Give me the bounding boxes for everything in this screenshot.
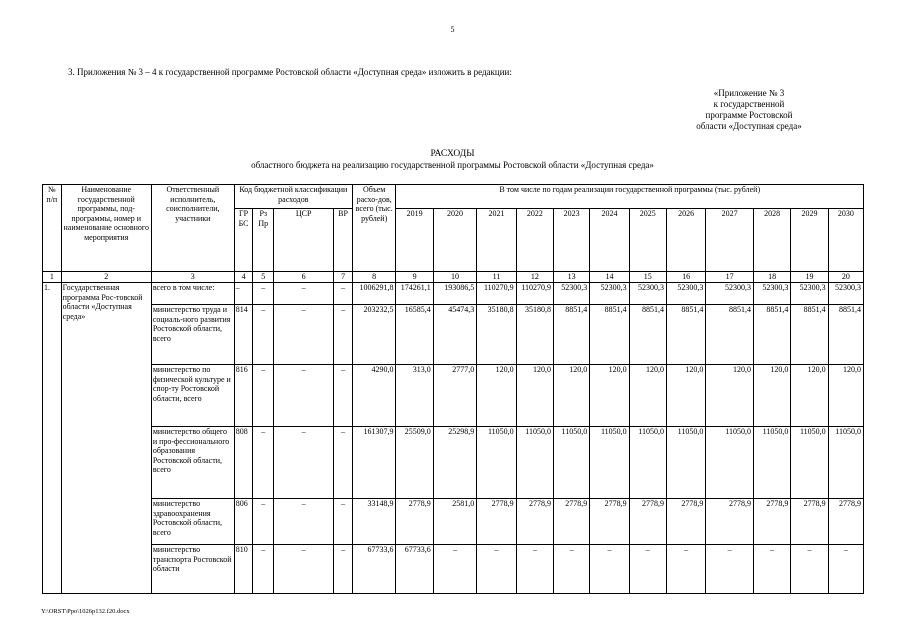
table-row: [43, 305, 864, 365]
year-value-cell: 52300,3: [754, 283, 791, 305]
column-index-cell: 8: [352, 272, 396, 283]
column-index-cell: 18: [754, 272, 791, 283]
total-cell: 67733,6: [352, 545, 396, 594]
year-value-cell: 11050,0: [477, 427, 516, 499]
year-value-cell: 120,0: [828, 365, 863, 427]
year-value-cell: 11050,0: [516, 427, 553, 499]
column-index-cell: 3: [151, 272, 234, 283]
appendix-line: к государственной: [713, 99, 785, 109]
year-value-cell: 52300,3: [828, 283, 863, 305]
program-number: 1.: [43, 283, 62, 594]
year-value-cell: 2581,0: [433, 499, 477, 545]
executor-cell: министерство транспорта Ростовской области: [151, 545, 234, 594]
header-year: 2026: [666, 209, 705, 272]
document-title: РАСХОДЫ: [430, 149, 475, 159]
year-value-cell: 16585,4: [396, 305, 433, 365]
table-row: [43, 283, 864, 305]
year-value-cell: 8851,4: [629, 305, 666, 365]
table-row: [43, 427, 864, 499]
year-value-cell: 11050,0: [754, 427, 791, 499]
year-value-cell: –: [553, 545, 589, 594]
year-value-cell: 52300,3: [553, 283, 589, 305]
year-value-cell: 25509,0: [396, 427, 433, 499]
executor-cell: министерство труда и социаль-ного развития Ростовской области, всего: [151, 305, 234, 365]
year-value-cell: 2778,9: [828, 499, 863, 545]
year-value-cell: 11050,0: [629, 427, 666, 499]
year-value-cell: –: [754, 545, 791, 594]
year-value-cell: 2777,0: [433, 365, 477, 427]
executor-cell: министерство здравоохранения Ростовской области, всего: [151, 499, 234, 545]
intro-paragraph: 3. Приложения № 3 – 4 к государственной программе Ростовской области «Доступная среда» изложить в редакции:: [68, 67, 512, 77]
header-year: 2024: [590, 209, 629, 272]
grbs-cell: –: [234, 283, 253, 305]
rzpr-cell: –: [253, 283, 274, 305]
header-csr: ЦСР: [274, 209, 334, 272]
year-value-cell: 120,0: [477, 365, 516, 427]
column-index-cell: 10: [433, 272, 477, 283]
rzpr-cell: –: [253, 305, 274, 365]
vr-cell: –: [334, 545, 353, 594]
year-value-cell: 11050,0: [791, 427, 828, 499]
year-value-cell: –: [828, 545, 863, 594]
year-value-cell: 120,0: [553, 365, 589, 427]
grbs-cell: 814: [234, 305, 253, 365]
csr-cell: –: [274, 365, 334, 427]
year-value-cell: 52300,3: [666, 283, 705, 305]
header-year: 2021: [477, 209, 516, 272]
year-value-cell: –: [666, 545, 705, 594]
expenses-table: [42, 184, 864, 594]
year-value-cell: 120,0: [666, 365, 705, 427]
grbs-cell: 810: [234, 545, 253, 594]
header-year: 2030: [828, 209, 863, 272]
header-executor: Ответственный исполнитель, соисполнители, участники: [151, 185, 234, 272]
year-value-cell: 120,0: [791, 365, 828, 427]
year-value-cell: 2778,9: [553, 499, 589, 545]
file-path-footer: Y:\ORST\Ppo\1026p132.f20.docx: [41, 608, 130, 615]
year-value-cell: 2778,9: [754, 499, 791, 545]
column-index-cell: 16: [666, 272, 705, 283]
year-value-cell: 67733,6: [396, 545, 433, 594]
year-value-cell: –: [590, 545, 629, 594]
year-value-cell: 120,0: [629, 365, 666, 427]
page-number: 5: [450, 25, 455, 34]
appendix-line: программе Ростовской: [705, 110, 793, 120]
table-row: [43, 499, 864, 545]
year-value-cell: 52300,3: [706, 283, 754, 305]
year-value-cell: 193086,5: [433, 283, 477, 305]
column-index-cell: 12: [516, 272, 553, 283]
year-value-cell: 8851,4: [666, 305, 705, 365]
executor-cell: всего в том числе:: [151, 283, 234, 305]
year-value-cell: 11050,0: [590, 427, 629, 499]
csr-cell: –: [274, 283, 334, 305]
year-value-cell: 11050,0: [706, 427, 754, 499]
total-cell: 203232,5: [352, 305, 396, 365]
appendix-line: области «Доступная среда»: [696, 121, 802, 131]
year-value-cell: 8851,4: [791, 305, 828, 365]
year-value-cell: 8851,4: [553, 305, 589, 365]
document-subtitle: областного бюджета на реализацию государственной программы Ростовской области «Доступная среда»: [251, 160, 654, 170]
csr-cell: –: [274, 305, 334, 365]
vr-cell: –: [334, 283, 353, 305]
grbs-cell: 806: [234, 499, 253, 545]
year-value-cell: 2778,9: [396, 499, 433, 545]
column-index-cell: 1: [43, 272, 62, 283]
vr-cell: –: [334, 499, 353, 545]
column-index-cell: 19: [791, 272, 828, 283]
header-year: 2022: [516, 209, 553, 272]
year-value-cell: 110270,9: [516, 283, 553, 305]
year-value-cell: 52300,3: [629, 283, 666, 305]
year-value-cell: 25298,9: [433, 427, 477, 499]
year-value-cell: 120,0: [754, 365, 791, 427]
year-value-cell: –: [629, 545, 666, 594]
year-value-cell: 11050,0: [666, 427, 705, 499]
year-value-cell: 11050,0: [553, 427, 589, 499]
column-index-cell: 14: [590, 272, 629, 283]
column-index-cell: 13: [553, 272, 589, 283]
total-cell: 161307,9: [352, 427, 396, 499]
header-code-group: Код бюджетной классификации расходов: [234, 185, 352, 209]
header-year: 2020: [433, 209, 477, 272]
executor-cell: министерство по физической культуре и спор-ту Ростовской области, всего: [151, 365, 234, 427]
year-value-cell: 110270,9: [477, 283, 516, 305]
appendix-line: «Приложение № 3: [713, 88, 785, 98]
year-value-cell: –: [791, 545, 828, 594]
appendix-label: [649, 88, 849, 132]
year-value-cell: 8851,4: [706, 305, 754, 365]
column-index-cell: 2: [61, 272, 151, 283]
column-index-cell: 11: [477, 272, 516, 283]
year-value-cell: 52300,3: [791, 283, 828, 305]
header-year: 2029: [791, 209, 828, 272]
year-value-cell: 8851,4: [590, 305, 629, 365]
year-value-cell: 45474,3: [433, 305, 477, 365]
year-value-cell: 2778,9: [706, 499, 754, 545]
header-year: 2027: [706, 209, 754, 272]
executor-cell: министерство общего и про-фессионального образования Ростовской области, всего: [151, 427, 234, 499]
grbs-cell: 816: [234, 365, 253, 427]
rzpr-cell: –: [253, 427, 274, 499]
header-vr: ВР: [334, 209, 353, 272]
column-index-cell: 9: [396, 272, 433, 283]
rzpr-cell: –: [253, 499, 274, 545]
table-row: [43, 545, 864, 594]
table-row: [43, 365, 864, 427]
year-value-cell: –: [433, 545, 477, 594]
header-total: Объем расхо-дов, всего (тыс. рублей): [352, 185, 396, 272]
header-year: 2023: [553, 209, 589, 272]
rzpr-cell: –: [253, 545, 274, 594]
header-year: 2025: [629, 209, 666, 272]
program-name: Государственная программа Рос-товской области «Доступная среда»: [61, 283, 151, 594]
rzpr-cell: –: [253, 365, 274, 427]
header-rzpr: Рз Пр: [253, 209, 274, 272]
grbs-cell: 808: [234, 427, 253, 499]
total-cell: 33148,9: [352, 499, 396, 545]
year-value-cell: –: [706, 545, 754, 594]
year-value-cell: 35180,8: [516, 305, 553, 365]
year-value-cell: 120,0: [706, 365, 754, 427]
year-value-cell: 120,0: [516, 365, 553, 427]
vr-cell: –: [334, 305, 353, 365]
year-value-cell: 8851,4: [828, 305, 863, 365]
year-value-cell: 2778,9: [477, 499, 516, 545]
year-value-cell: –: [516, 545, 553, 594]
vr-cell: –: [334, 427, 353, 499]
column-index-cell: 17: [706, 272, 754, 283]
year-value-cell: 2778,9: [666, 499, 705, 545]
year-value-cell: 120,0: [590, 365, 629, 427]
year-value-cell: 2778,9: [791, 499, 828, 545]
header-num: № п/п: [43, 185, 62, 272]
total-cell: 4290,0: [352, 365, 396, 427]
csr-cell: –: [274, 545, 334, 594]
vr-cell: –: [334, 365, 353, 427]
column-index-cell: 7: [334, 272, 353, 283]
header-year: 2028: [754, 209, 791, 272]
column-index-cell: 15: [629, 272, 666, 283]
header-years-group: В том числе по годам реализации государственной программы (тыс. рублей): [396, 185, 864, 209]
year-value-cell: 2778,9: [629, 499, 666, 545]
year-value-cell: –: [477, 545, 516, 594]
year-value-cell: 52300,3: [590, 283, 629, 305]
year-value-cell: 2778,9: [516, 499, 553, 545]
column-index-cell: 20: [828, 272, 863, 283]
column-index-row: [43, 272, 864, 283]
column-index-cell: 5: [253, 272, 274, 283]
csr-cell: –: [274, 499, 334, 545]
year-value-cell: 35180,8: [477, 305, 516, 365]
total-cell: 1006291,8: [352, 283, 396, 305]
year-value-cell: 11050,0: [828, 427, 863, 499]
header-name: Наименование государственной программы, под-программы, номер и наименование основного мероприятия: [61, 185, 151, 272]
header-grbs: ГР БС: [234, 209, 253, 272]
year-value-cell: 174261,1: [396, 283, 433, 305]
column-index-cell: 4: [234, 272, 253, 283]
csr-cell: –: [274, 427, 334, 499]
year-value-cell: 8851,4: [754, 305, 791, 365]
year-value-cell: 313,0: [396, 365, 433, 427]
year-value-cell: 2778,9: [590, 499, 629, 545]
column-index-cell: 6: [274, 272, 334, 283]
header-year: 2019: [396, 209, 433, 272]
